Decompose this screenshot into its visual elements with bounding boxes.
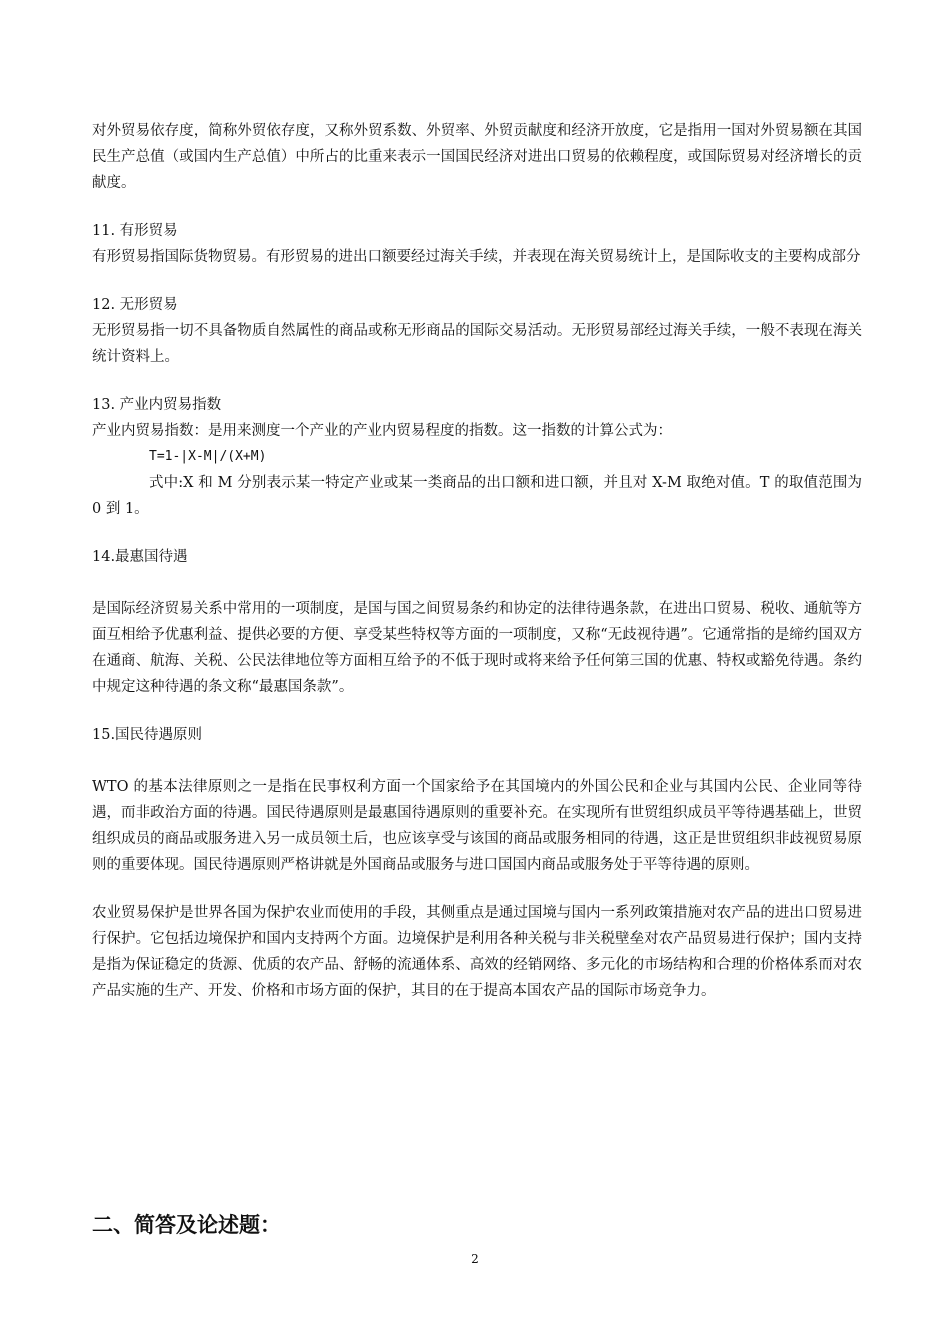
document-body	[92, 118, 862, 1004]
term-15-body: WTO 的基本法律原则之一是指在民事权利方面一个国家给予在其国境内的外国公民和企业与其国内公民、企业同等待遇，而非政治方面的待遇。国民待遇原则是最惠国待遇原则的重要补充。在实现所有世贸组织成员平等待遇基础上，世贸组织成员的商品或服务进入另一成员领土后，也应该享受与该国的商品或服务相同的待遇，这正是世贸组织非歧视贸易原则的重要体现。国民待遇原则严格讲就是外国商品或服务与进口国国内商品或服务处于平等待遇的原则。	[92, 779, 862, 873]
section-title: 二、简答及论述题：	[92, 1213, 281, 1237]
term-13-explain: 式中:X 和 M 分别表示某一特定产业或某一类商品的出口额和进口额，并且对 X-M 取绝对值。T 的取值范围为 0 到 1。	[92, 475, 862, 517]
term-13-body: 产业内贸易指数：是用来测度一个产业的产业内贸易程度的指数。这一指数的计算公式为：	[92, 423, 672, 439]
term-11-body: 有形贸易指国际货物贸易。有形贸易的进出口额要经过海关手续，并表现在海关贸易统计上，是国际收支的主要构成部分	[92, 249, 861, 265]
term-13-formula: T=1-|X-M|/(X+M)	[149, 449, 267, 464]
term-11-heading: 11. 有形贸易	[92, 223, 178, 239]
page-number: 2	[471, 1252, 479, 1266]
term-15-heading: 15.国民待遇原则	[92, 727, 203, 743]
intro-paragraph: 对外贸易依存度，简称外贸依存度，又称外贸系数、外贸率、外贸贡献度和经济开放度，它是指用一国对外贸易额在其国民生产总值（或国内生产总值）中所占的比重来表示一国国民经济对进出口贸易的依赖程度，或国际贸易对经济增长的贡献度。	[92, 123, 862, 191]
term-12-heading: 12. 无形贸易	[92, 297, 178, 313]
agri-paragraph: 农业贸易保护是世界各国为保护农业而使用的手段，其侧重点是通过国境与国内一系列政策措施对农产品的进出口贸易进行保护。它包括边境保护和国内支持两个方面。边境保护是利用各种关税与非关税壁垒对农产品贸易进行保护；国内支持是指为保证稳定的货源、优质的农产品、舒畅的流通体系、高效的经销网络、多元化的市场结构和合理的价格体系而对农产品实施的生产、开发、价格和市场方面的保护，其目的在于提高本国农产品的国际市场竞争力。	[92, 905, 862, 999]
term-12-body: 无形贸易指一切不具备物质自然属性的商品或称无形商品的国际交易活动。无形贸易部经过海关手续，一般不表现在海关统计资料上。	[92, 323, 862, 365]
term-14-body: 是国际经济贸易关系中常用的一项制度，是国与国之间贸易条约和协定的法律待遇条款，在进出口贸易、税收、通航等方面互相给予优惠利益、提供必要的方便、享受某些特权等方面的一项制度，又称“无歧视待遇”。它通常指的是缔约国双方在通商、航海、关税、公民法律地位等方面相互给予的不低于现时或将来给予任何第三国的优惠、特权或豁免待遇。条约中规定这种待遇的条文称“最惠国条款”。	[92, 601, 862, 695]
term-14-heading: 14.最惠国待遇	[92, 549, 188, 565]
term-13-heading: 13. 产业内贸易指数	[92, 397, 222, 413]
